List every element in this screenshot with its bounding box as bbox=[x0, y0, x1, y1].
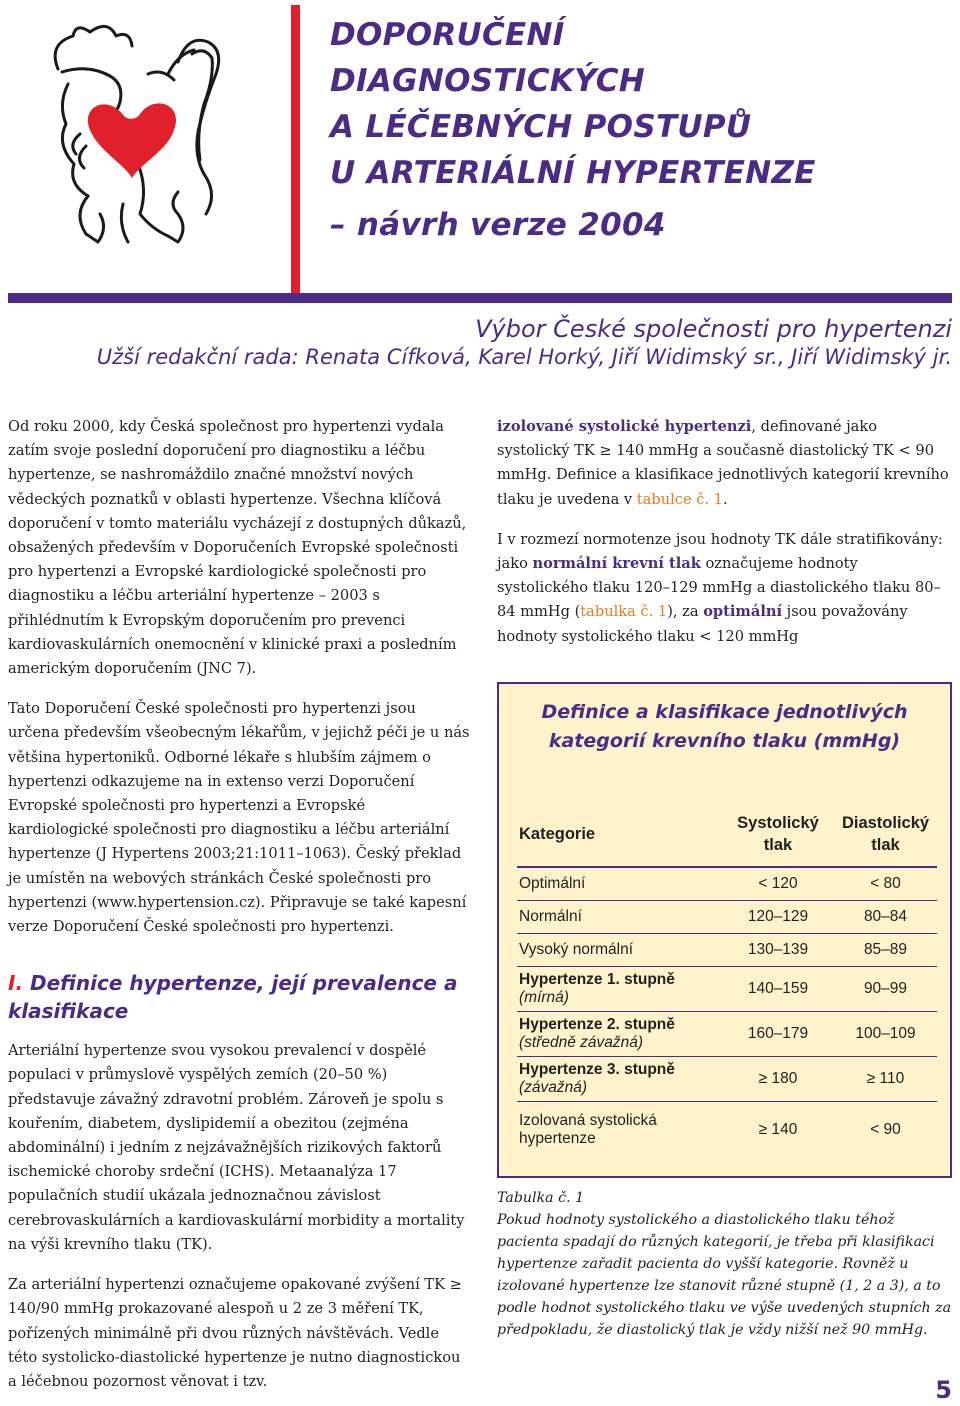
row-systolic: ≥ 180 bbox=[758, 1070, 798, 1087]
row-diastolic: < 90 bbox=[870, 1121, 901, 1138]
row-category-name: Hypertenze 1. stupně bbox=[519, 971, 675, 988]
section-heading bbox=[8, 969, 470, 1025]
header-diastolic: Diastolický tlak bbox=[841, 814, 930, 854]
section-title: Definice hypertenze, její prevalence a klasifikace bbox=[8, 971, 458, 1024]
document-subtitle: – návrh verze 2004 bbox=[330, 207, 666, 243]
term-isolated: izolované systolické hypertenzi bbox=[497, 418, 752, 435]
paragraph-audience: Tato Doporučení České společnosti pro hypertenzi jsou určena především všeobecným lékařům, v jejichž péči je u nás většina hypertoniků. Odborné lékaře s hlubším zájmem o hypertenzi odkazujeme na in extenso verzi Doporučení Evropské společnosti pro hypertenzi a Evropské kardiologické společnosti pro diagnostiku a léčbu arteriální hypertenze (J Hypertens 2003;21:1011–1063). Český překlad je umístěn na webových stránkách České společnosti pro hypertenzi (www.hypertension.cz). Připravuje se také kapesní verze Doporučení České společnosti pro hypertenzi. bbox=[8, 700, 470, 936]
row-category-name: Hypertenze 3. stupně bbox=[519, 1061, 675, 1078]
title-line: A LÉČEBNÝCH POSTUPŮ bbox=[330, 109, 752, 145]
header-category: Kategorie bbox=[519, 825, 596, 843]
text-run: označujeme hodnoty systolického tlaku 120–129 mmHg a diastolického tlaku 80–84 mmHg ( bbox=[497, 555, 941, 621]
purple-divider bbox=[8, 293, 952, 303]
row-category bbox=[517, 971, 724, 1007]
authors-block bbox=[97, 314, 952, 370]
table-body bbox=[517, 802, 937, 1158]
left-column bbox=[8, 415, 470, 1394]
table-row bbox=[517, 1102, 937, 1158]
row-category bbox=[517, 1061, 724, 1097]
section-number: I. bbox=[8, 971, 24, 996]
editorial-board: Užší redakční rada: Renata Cífková, Karel Horký, Jiří Widimský sr., Jiří Widimský jr. bbox=[96, 345, 952, 369]
table-title: Definice a klasifikace jednotlivých kategorií krevního tlaku (mmHg) bbox=[541, 701, 908, 752]
text-run: . bbox=[722, 490, 728, 508]
document-title bbox=[330, 12, 940, 248]
row-diastolic: 85–89 bbox=[863, 941, 908, 958]
table-header-row bbox=[517, 802, 937, 868]
table-row bbox=[517, 901, 937, 934]
row-diastolic: < 80 bbox=[870, 875, 901, 892]
text-run: jsou považovány hodnoty systolického tlaku < 120 mmHg bbox=[497, 603, 908, 645]
committee-name: Výbor České společnosti pro hypertenzi bbox=[475, 315, 952, 343]
row-category: Izolovaná systolická hypertenze bbox=[519, 1112, 657, 1147]
paragraph-isolated bbox=[497, 415, 952, 512]
classification-table bbox=[497, 682, 952, 1178]
caption-text: Pokud hodnoty systolického a diastolického tlaku téhož pacienta spadají do různých kategorií, je třeba při klasifikaci hypertenze zařadit pacienta do vyšší kategorie. Rovněž u izolované hypertenze lze stanovit různé stupně (1, 2 a 3), a to podle hodnot systolického tlaku ve výše uvedených stupních za předpokladu, že diastolický tlak je vždy nižší než 90 mmHg. bbox=[497, 1212, 952, 1338]
row-category: Normální bbox=[519, 908, 582, 925]
table-reference: tabulka č. 1 bbox=[580, 603, 668, 621]
row-systolic: ≥ 140 bbox=[758, 1121, 798, 1138]
text-run: , definované jako systolický TK ≥ 140 mmHg a současně diastolický TK < 90 mmHg. Definice a klasifikace jednotlivých kategorií krevního tlaku je uvedena v bbox=[497, 418, 949, 508]
row-systolic: 130–139 bbox=[747, 941, 809, 958]
red-accent-bar bbox=[291, 5, 300, 295]
table-row bbox=[517, 1057, 937, 1102]
row-diastolic: 100–109 bbox=[855, 1025, 916, 1042]
society-logo bbox=[28, 14, 248, 254]
title-line: U ARTERIÁLNÍ HYPERTENZE bbox=[330, 155, 816, 191]
table-row bbox=[517, 934, 937, 967]
heart-icon bbox=[88, 103, 176, 178]
row-category: Vysoký normální bbox=[519, 941, 633, 958]
table-row bbox=[517, 868, 937, 901]
term-optimal: optimální bbox=[703, 603, 783, 621]
paragraph-prevalence: Arteriální hypertenze svou vysokou prevalencí v dospělé populaci v průmyslově vyspělých zemích (20–50 %) představuje závažný zdravotní problém. Zároveň je spolu s kouřením, diabetem, dyslipidemií a obezitou (zejména abdominální) i jedním z nejzávažnějších rizikových faktorů ischemické choroby srdeční (ICHS). Metaanalýza 17 populačních studií ukázala jednoznačnou závislost cerebrovaskulárních a kardiovaskulární morbidity a mortality na výši krevního tlaku (TK). bbox=[8, 1042, 465, 1253]
row-systolic: < 120 bbox=[758, 875, 798, 892]
caption-label: Tabulka č. 1 bbox=[497, 1190, 585, 1206]
paragraph-intro: Od roku 2000, kdy Česká společnost pro hypertenzi vydala zatím svoje poslední doporučení pro diagnostiku a léčbu hypertenze, se nashromáždilo značné množství nových vědeckých poznatků v oblasti hypertenze. Všechna klíčová doporučení v tomto materiálu vycházejí z dostupných důkazů, obsažených především v Doporučeních Evropské společnosti pro hypertenzi a Evropské kardiologické společnosti pro diagnostiku a léčbu arteriální hypertenze – 2003 s přihlédnutím k Evropským doporučením pro prevenci kardiovaskulárních onemocnění v klinické praxi a posledním americkým doporučením (JNC 7). bbox=[8, 418, 467, 678]
row-systolic: 160–179 bbox=[747, 1025, 809, 1042]
row-category-note: (závažná) bbox=[519, 1079, 588, 1096]
title-line: DIAGNOSTICKÝCH bbox=[330, 63, 646, 99]
text-run: I v rozmezí normotenze jsou hodnoty TK dále stratifikovány: jako bbox=[497, 530, 943, 573]
term-normal: normální krevní tlak bbox=[532, 555, 701, 573]
paragraph-definition: Za arteriální hypertenzi označujeme opakované zvýšení TK ≥ 140/90 mmHg prokazované alespoň u 2 ze 3 měření TK, pořízených minimálně při dvou různých návštěvách. Vedle této systolicko-diastolické hypertenze je nutno diagnostickou a léčebnou pozornost věnovat i tzv. bbox=[8, 1276, 462, 1390]
table-row bbox=[517, 967, 937, 1012]
title-line: DOPORUČENÍ bbox=[330, 17, 565, 53]
table-row bbox=[517, 1012, 937, 1057]
row-category: Optimální bbox=[519, 875, 586, 892]
row-systolic: 120–129 bbox=[747, 908, 809, 925]
right-column bbox=[497, 415, 952, 649]
row-diastolic: 90–99 bbox=[863, 980, 908, 997]
table-caption bbox=[497, 1187, 955, 1341]
row-systolic: 140–159 bbox=[747, 980, 809, 997]
row-category-name: Hypertenze 2. stupně bbox=[519, 1016, 675, 1033]
paragraph-normotension bbox=[497, 528, 952, 649]
header-systolic: Systolický tlak bbox=[737, 814, 819, 854]
row-diastolic: ≥ 110 bbox=[866, 1070, 905, 1087]
table-reference: tabulce č. 1 bbox=[636, 490, 723, 508]
text-run: ), za bbox=[667, 603, 704, 621]
row-category-note: (středně závažná) bbox=[519, 1034, 644, 1051]
page-number: 5 bbox=[935, 1376, 952, 1404]
row-diastolic: 80–84 bbox=[863, 908, 908, 925]
row-category-note: (mírná) bbox=[519, 989, 569, 1006]
row-category bbox=[517, 1016, 724, 1052]
